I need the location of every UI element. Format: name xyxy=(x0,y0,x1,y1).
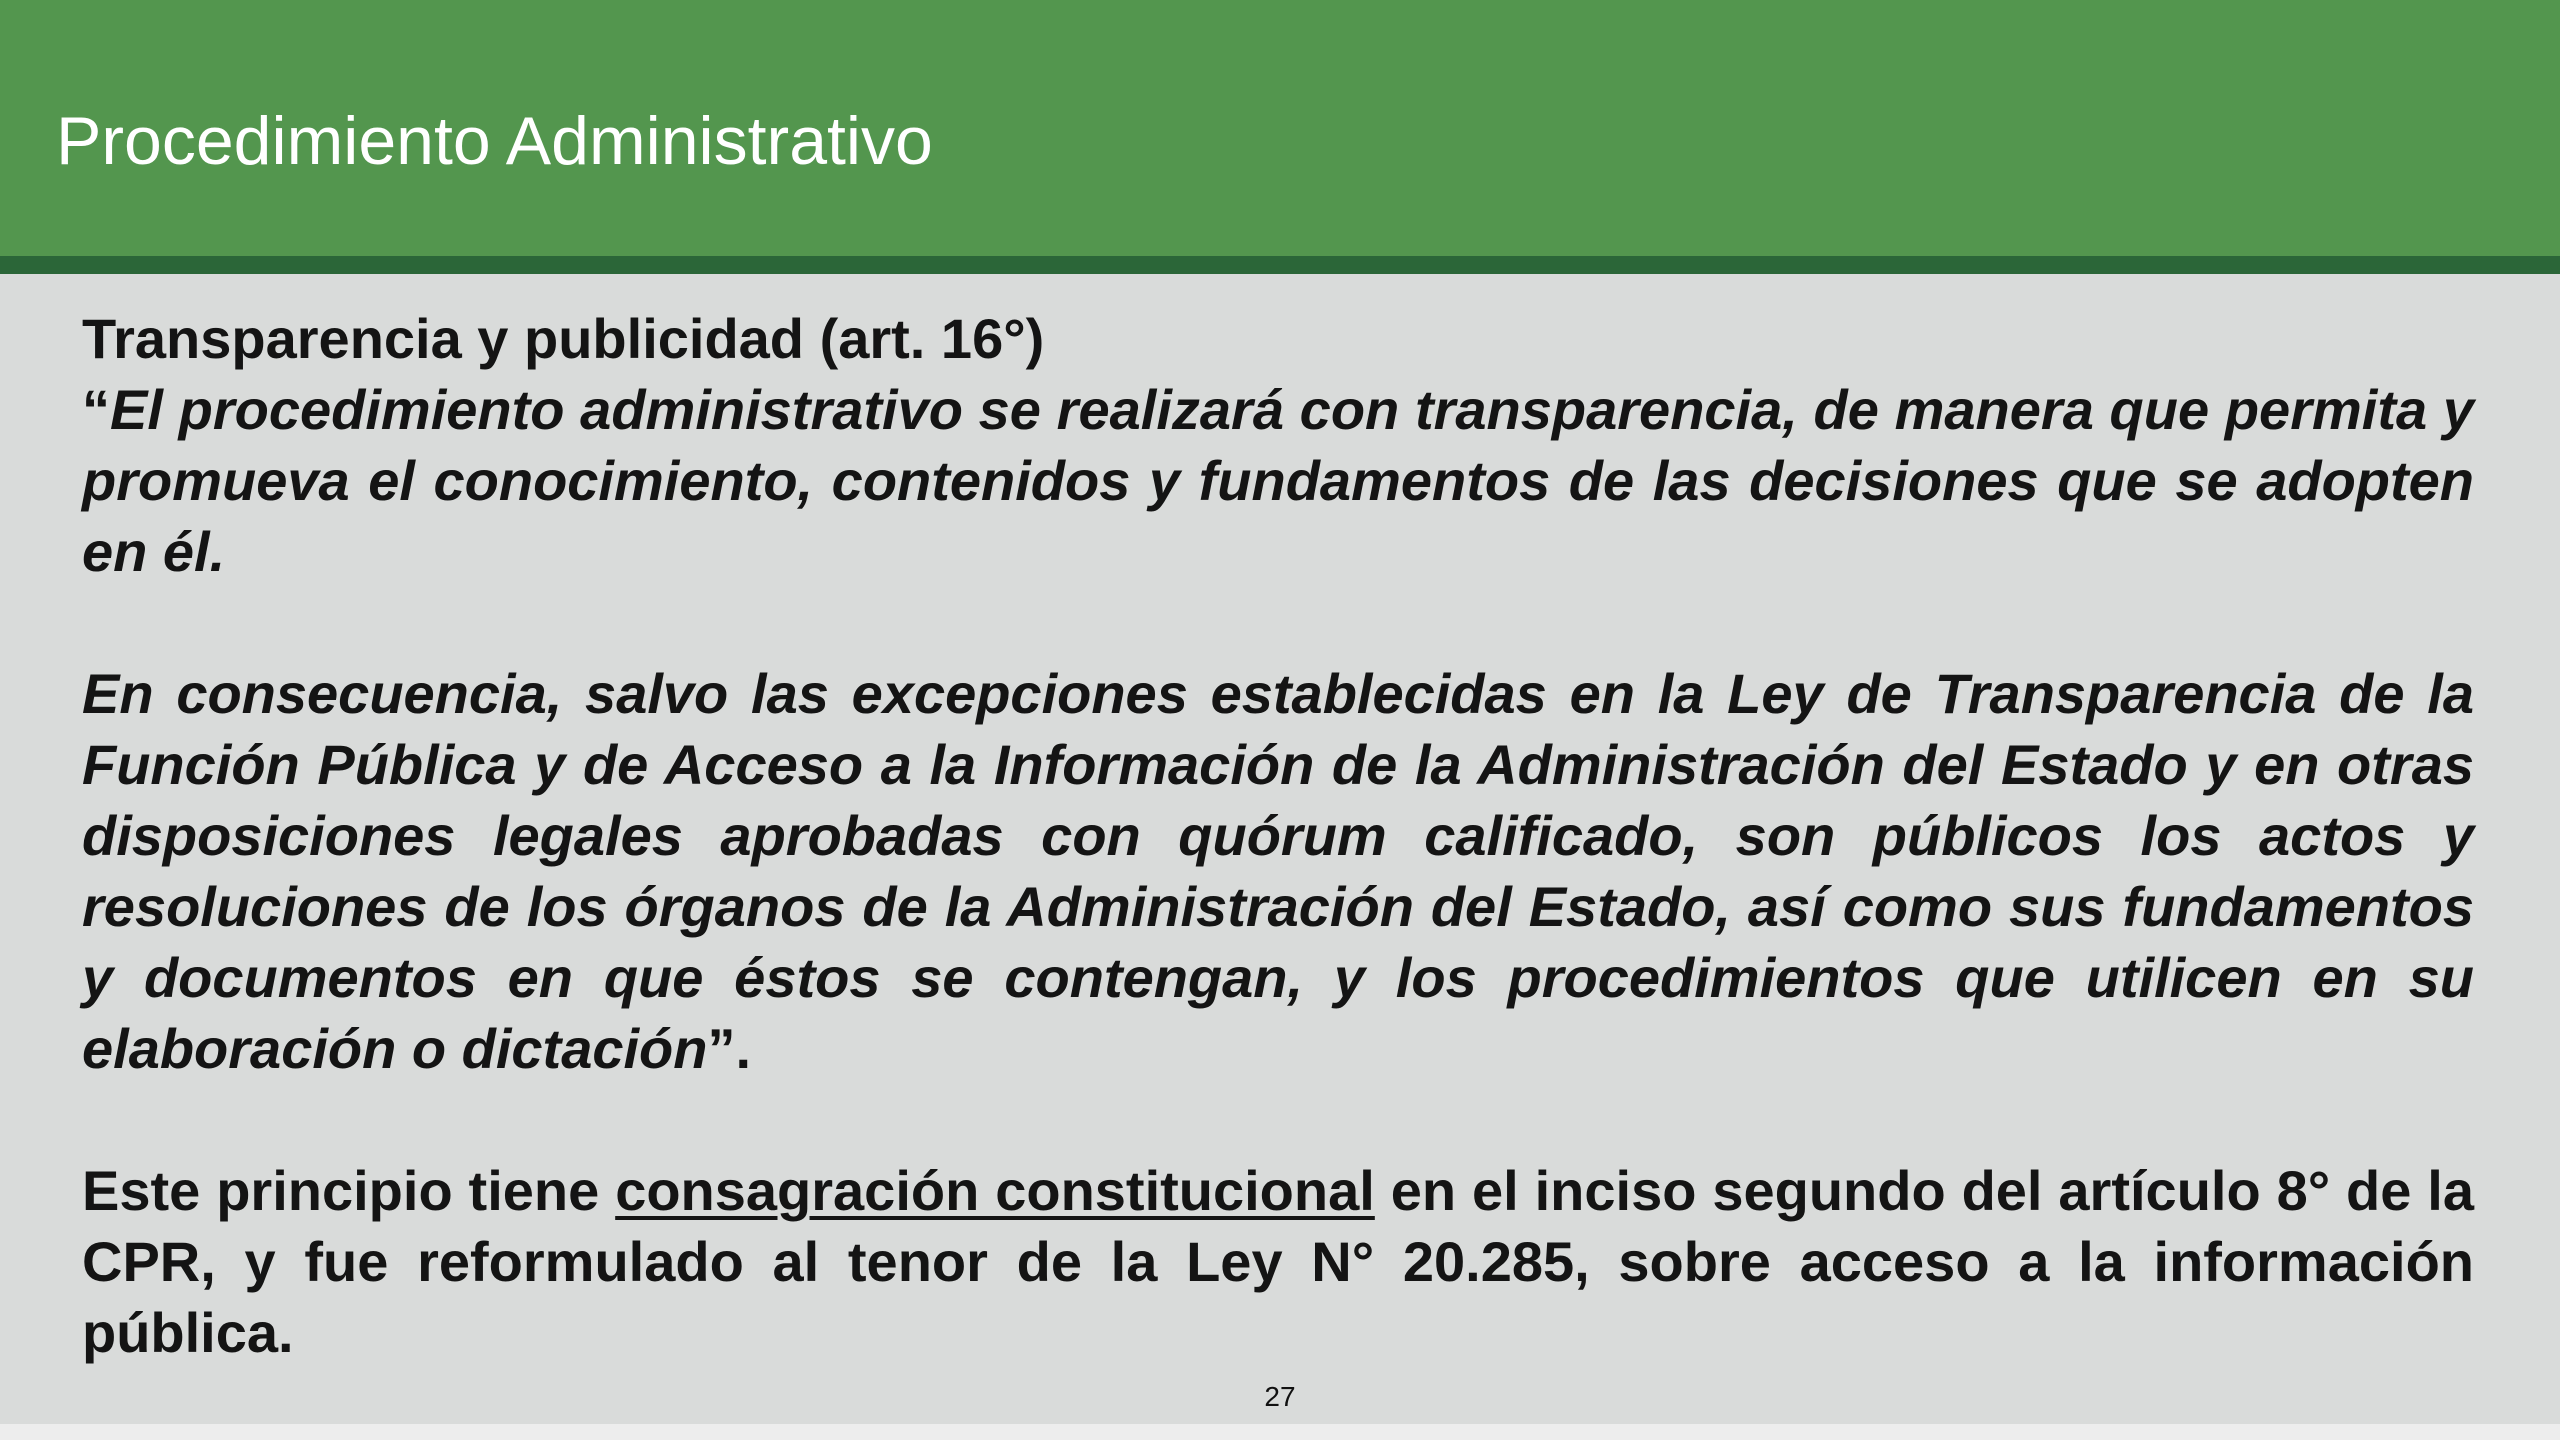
quote-paragraph-2 xyxy=(82,658,2474,1084)
slide-title: Procedimiento Administrativo xyxy=(56,103,933,179)
constitutional-emphasis: consagración constitucional xyxy=(615,1159,1375,1222)
paragraph-spacer xyxy=(82,587,2474,658)
quote-paragraph-1 xyxy=(82,374,2474,587)
slide-header xyxy=(0,0,2560,256)
slide-body xyxy=(82,303,2474,1368)
quote-text-1: El procedimiento administrativo se realizará con transparencia, de manera que permita y promueva el conocimiento, contenidos y fundamentos de las decisiones que se adopten en él. xyxy=(82,378,2474,583)
principle-text-end: en el inciso segundo del artículo 8° de la CPR, y fue reformulado al tenor de la Ley N° 20.285, sobre acceso a la información pública. xyxy=(82,1159,2475,1364)
quote-open-mark: “ xyxy=(82,378,110,441)
quote-text-2: En consecuencia, salvo las excepciones establecidas en la Ley de Transparencia de la Función Pública y de Acceso a la Información de la Administración del Estado y en otras disposiciones legales aprobadas con quórum calificado, son públicos los actos y resoluciones de los órganos de la Administración del Estado, así como sus fundamentos y documentos en que éstos se contengan, y los procedimientos que utilicen en su elaboración o dictación xyxy=(82,662,2474,1080)
section-heading: Transparencia y publicidad (art. 16°) xyxy=(82,307,1045,370)
principle-paragraph xyxy=(82,1155,2474,1368)
paragraph-spacer xyxy=(82,1084,2474,1155)
page-number: 27 xyxy=(1264,1381,1296,1412)
principle-text-start: Este principio tiene xyxy=(82,1159,616,1222)
quote-close-mark: ”. xyxy=(707,1017,752,1080)
header-divider xyxy=(0,256,2560,274)
